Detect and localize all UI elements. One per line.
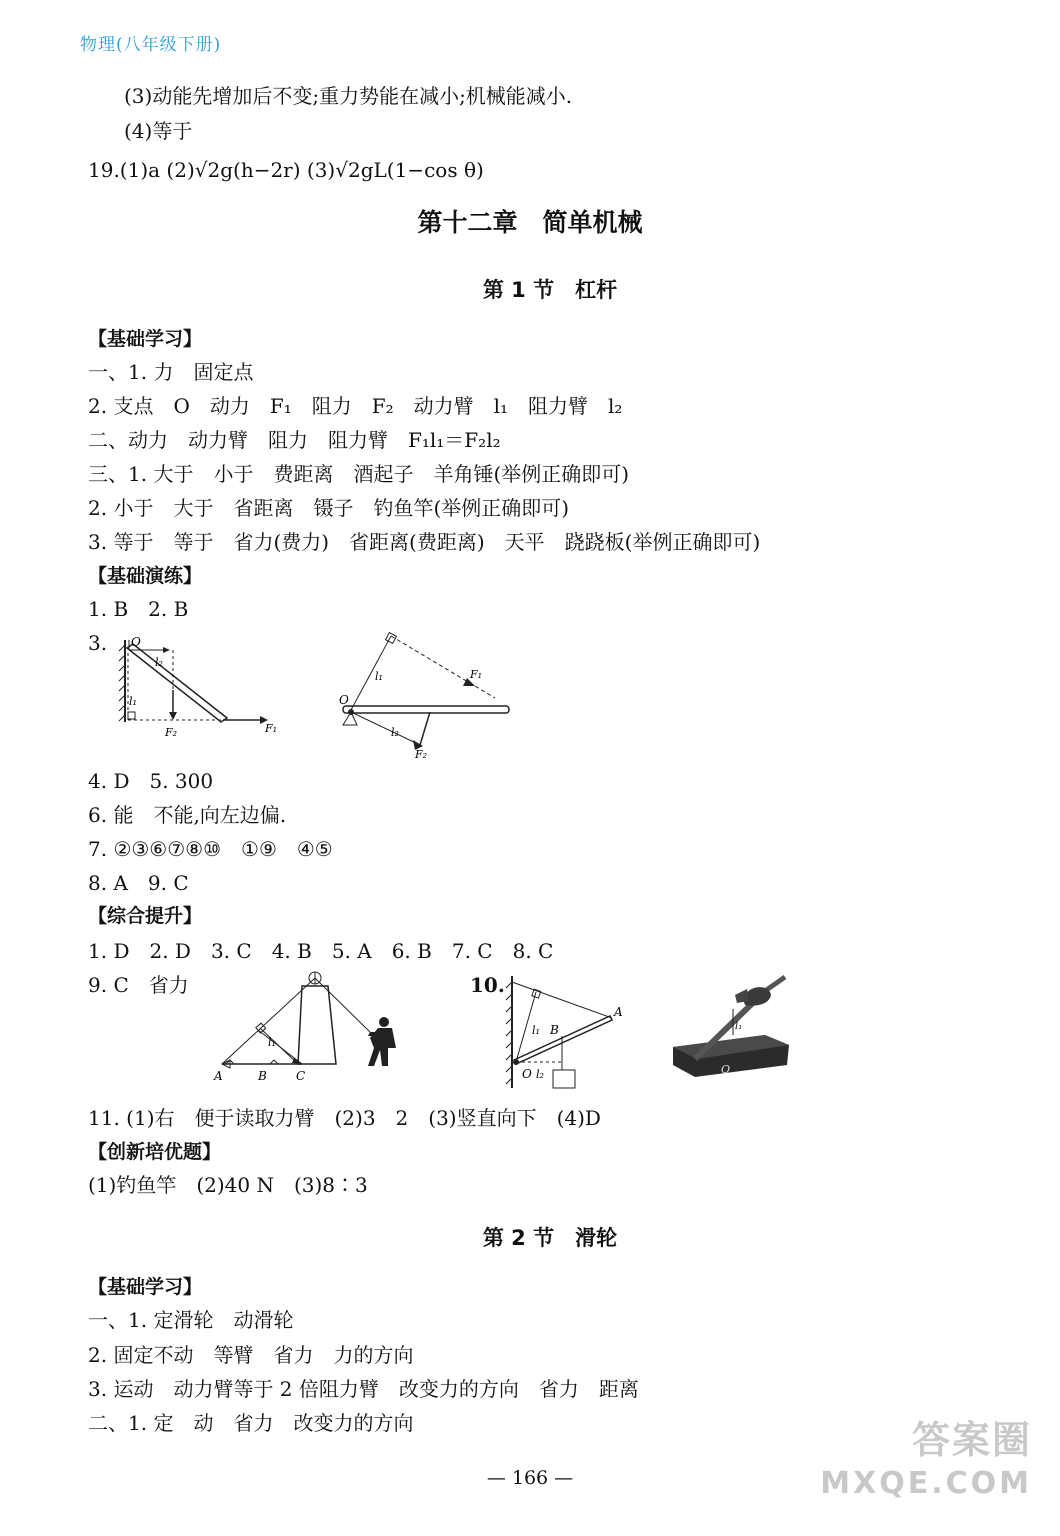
- label-l1: l₁: [375, 670, 383, 683]
- watermark-url: MXQE.COM: [820, 1466, 1032, 1501]
- answer-line: 一、1. 定滑轮 动滑轮: [88, 1308, 294, 1332]
- lever-diagram-fulcrum: [335, 628, 515, 763]
- question-9-line: 9. C 省力: [88, 973, 189, 997]
- label-f2: F₂: [415, 748, 428, 761]
- intro-line-1: (3)动能先增加后不变;重力势能在减小;机械能减小.: [124, 84, 573, 108]
- label-o: O: [721, 1063, 731, 1076]
- label-l2: l₂: [155, 656, 163, 669]
- rod-wall-diagram: [498, 968, 638, 1093]
- running-header: 物理(八年级下册): [80, 35, 222, 55]
- answer-line: 一、1. 力 固定点: [88, 360, 254, 384]
- label-f1: F₁: [265, 722, 278, 735]
- label-o: O: [131, 635, 141, 649]
- heading-basic-learning: 【基础学习】: [88, 328, 203, 350]
- label-l2: l₂: [391, 726, 399, 739]
- label-b: B: [550, 1023, 559, 1037]
- heading-basic-practice: 【基础演练】: [88, 565, 203, 587]
- answer-line: 二、动力 动力臂 阻力 阻力臂 F₁l₁＝F₂l₂: [88, 428, 501, 452]
- watermark: [820, 1418, 1032, 1506]
- label-a: A: [614, 1005, 623, 1019]
- question-3-label: 3.: [88, 631, 108, 655]
- heading-comprehensive: 【综合提升】: [88, 905, 203, 927]
- label-o: O: [522, 1067, 532, 1081]
- answer-line: 3. 等于 等于 省力(费力) 省距离(费距离) 天平 跷跷板(举例正确即可): [88, 530, 761, 554]
- label-o: O: [339, 693, 349, 707]
- chapter-title: 第十二章 简单机械: [417, 208, 643, 237]
- label-l1: l₁: [532, 1024, 540, 1037]
- label-l1: l₁: [735, 1021, 743, 1032]
- answer-line: 3. 运动 动力臂等于 2 倍阻力臂 改变力的方向 省力 距离: [88, 1377, 639, 1401]
- section-1-title: 第 1 节 杠杆: [482, 278, 618, 302]
- intro-line-19: 19.(1)a (2)√2g(h−2r) (3)√2gL(1−cos θ): [88, 158, 484, 182]
- answer-line: 三、1. 大于 小于 费距离 酒起子 羊角锤(举例正确即可): [88, 462, 630, 486]
- lever-photo: [665, 973, 795, 1083]
- answer-line: 二、1. 定 动 省力 改变力的方向: [88, 1411, 414, 1435]
- answer-line: 11. (1)右 便于读取力臂 (2)3 2 (3)竖直向下 (4)D: [88, 1106, 601, 1130]
- answer-line: 1. D 2. D 3. C 4. B 5. A 6. B 7. C 8. C: [88, 939, 554, 963]
- pulley-tower-diagram: [210, 968, 425, 1083]
- label-l2: l₂: [536, 1068, 544, 1081]
- answer-line: 2. 小于 大于 省距离 镊子 钓鱼竿(举例正确即可): [88, 496, 570, 520]
- section-2-title: 第 2 节 滑轮: [482, 1226, 618, 1250]
- answer-line: (1)钓鱼竿 (2)40 N (3)8∶3: [88, 1173, 368, 1197]
- heading-innovation: 【创新培优题】: [88, 1141, 222, 1163]
- answer-line: 2. 固定不动 等臂 省力 力的方向: [88, 1343, 414, 1367]
- question-10-label: 10.: [470, 973, 505, 997]
- label-f2: F₂: [165, 726, 178, 739]
- answer-line: 7. ②③⑥⑦⑧⑩ ①⑨ ④⑤: [88, 837, 333, 861]
- answer-line: 8. A 9. C: [88, 871, 189, 895]
- intro-line-2: (4)等于: [124, 119, 193, 143]
- lever-diagram-wall: [115, 630, 290, 745]
- watermark-text: 答案圈: [911, 1418, 1032, 1462]
- heading-basic-learning: 【基础学习】: [88, 1276, 203, 1298]
- answer-line: 4. D 5. 300: [88, 769, 214, 793]
- label-l1: l₁: [268, 1036, 276, 1049]
- label-l1: l₁: [129, 695, 137, 708]
- answer-line: 2. 支点 O 动力 F₁ 阻力 F₂ 动力臂 l₁ 阻力臂 l₂: [88, 394, 623, 418]
- label-c: C: [296, 1069, 306, 1083]
- label-f1: F₁: [470, 668, 483, 681]
- answer-line: 1. B 2. B: [88, 597, 189, 621]
- label-b: B: [258, 1069, 267, 1083]
- label-a: A: [214, 1069, 223, 1083]
- answer-line: 6. 能 不能,向左边偏.: [88, 803, 287, 827]
- page-number: — 166 —: [486, 1467, 574, 1489]
